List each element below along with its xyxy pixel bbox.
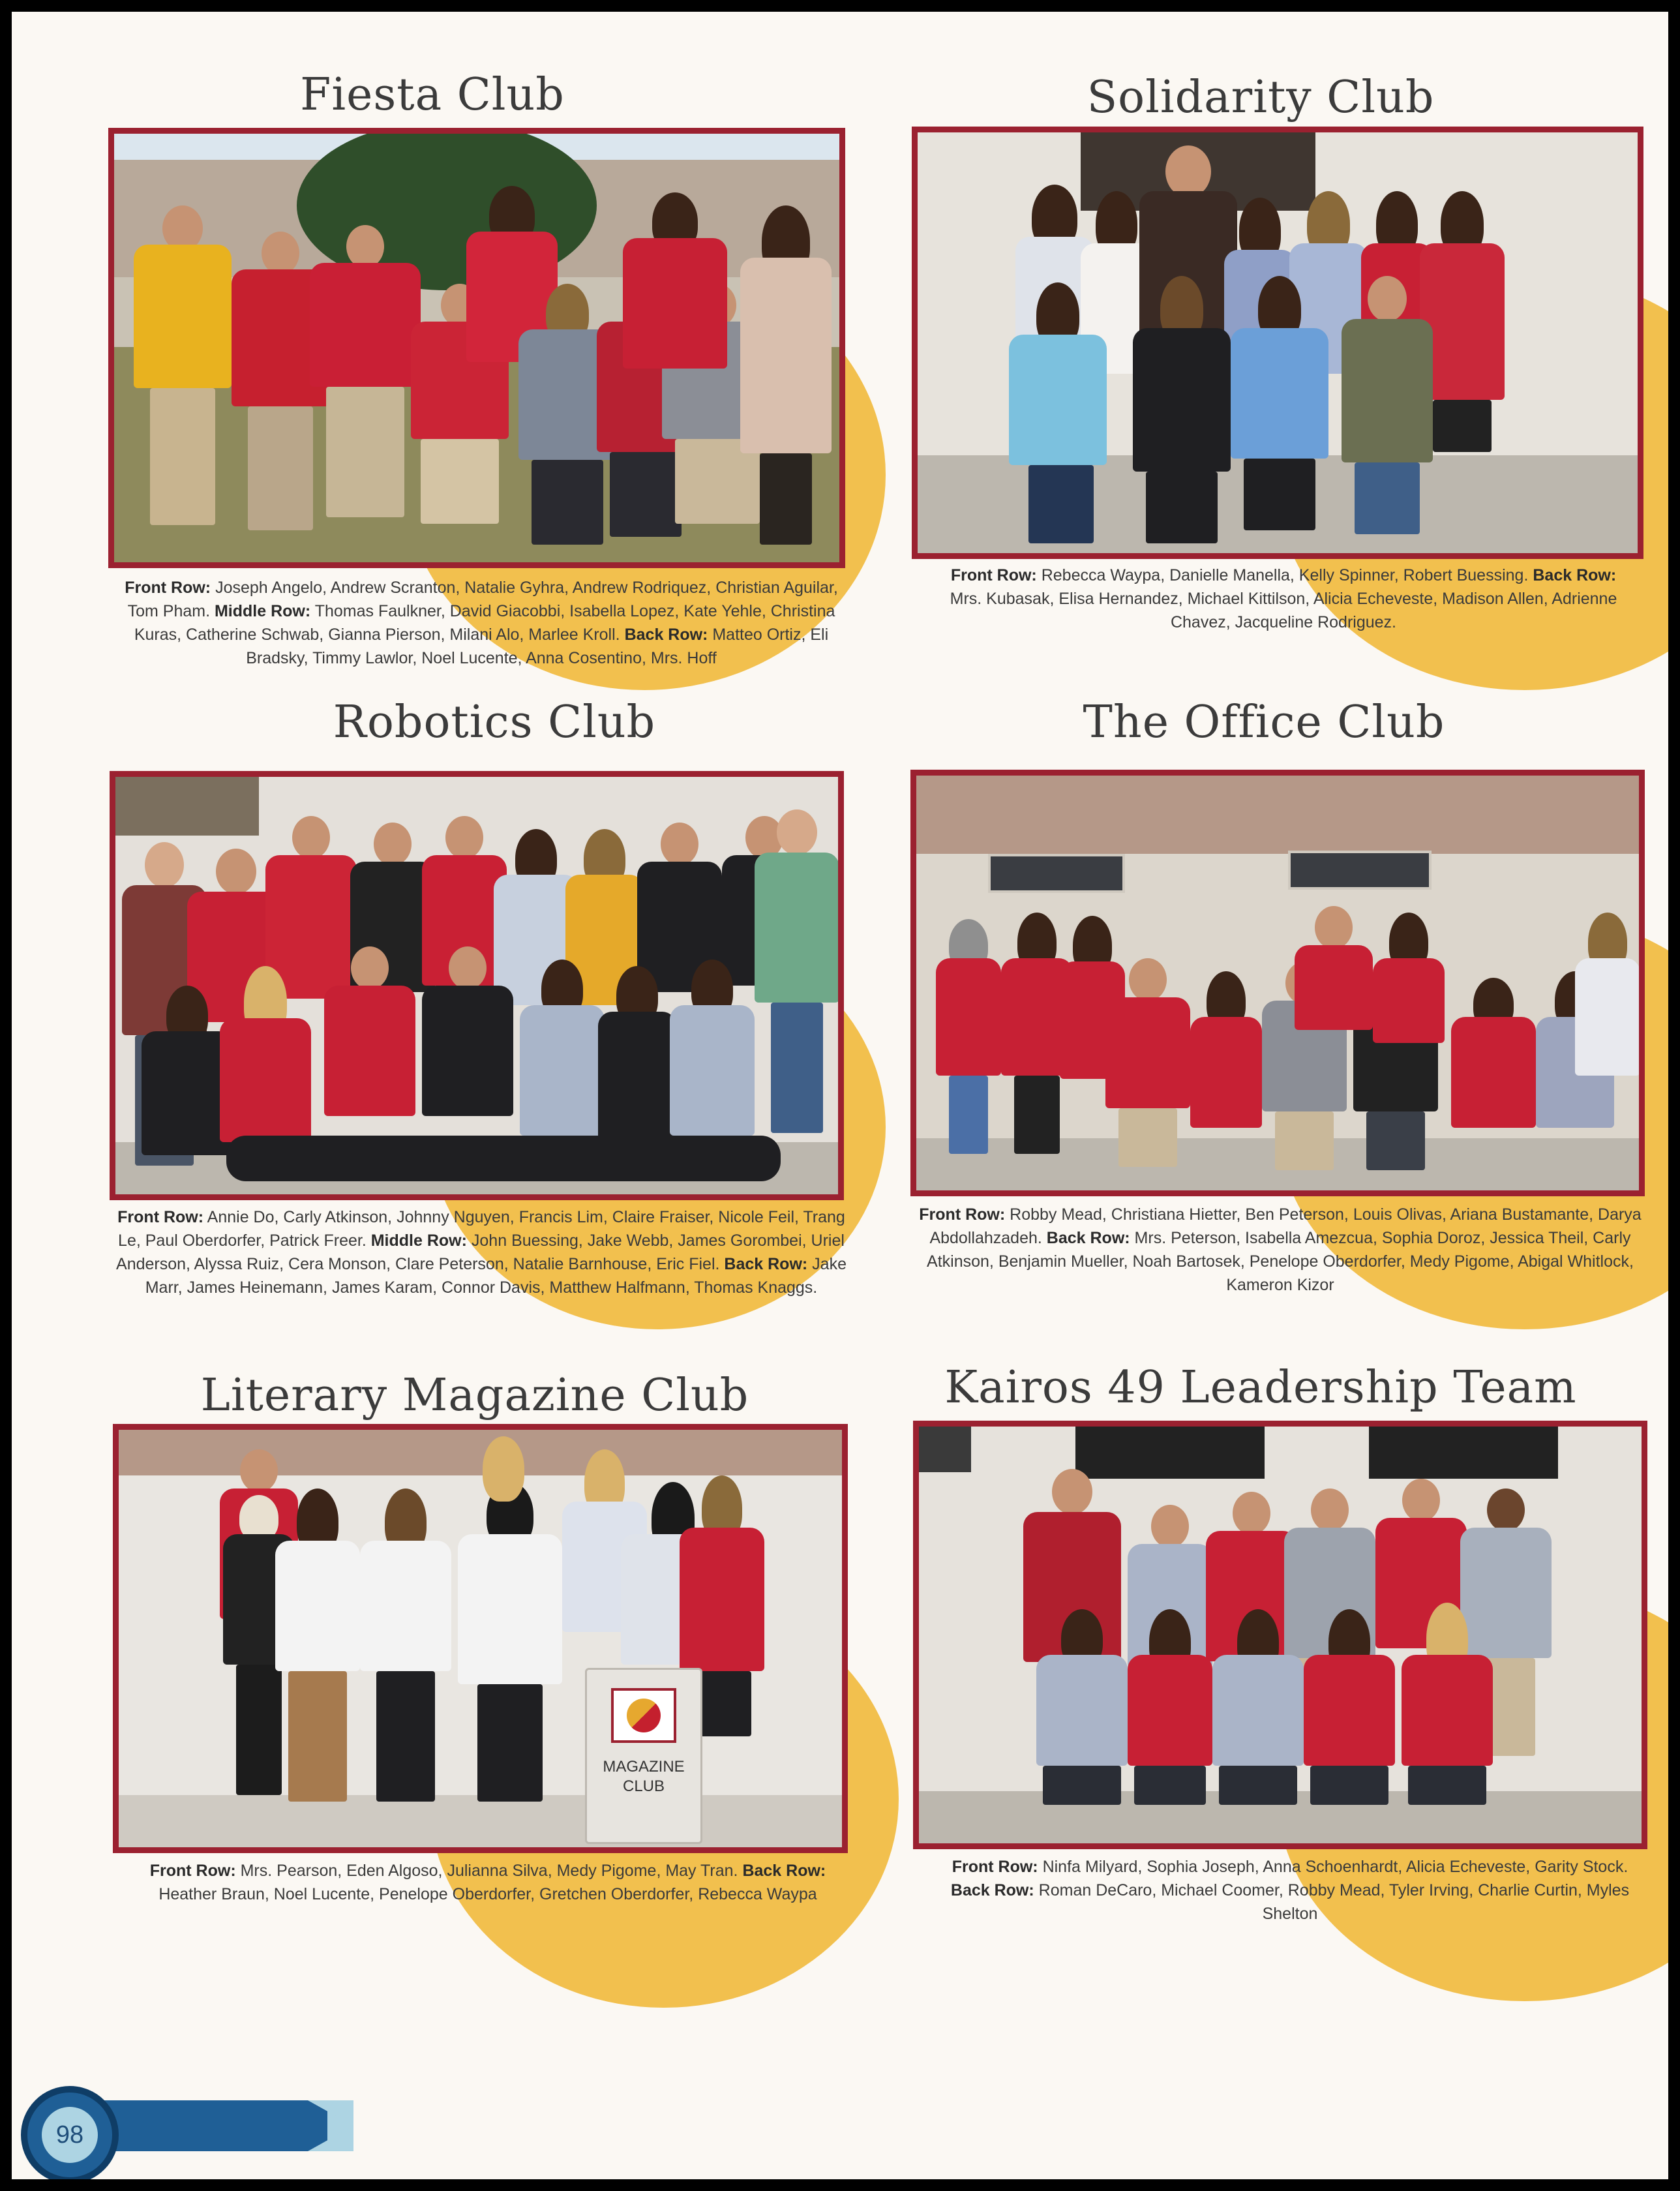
club-caption bbox=[116, 1205, 847, 1299]
club-logo bbox=[611, 1688, 676, 1743]
caption-row-names: Thomas Faulkner, David Giacobbi, Isabella Lopez, Kate Yehle, Christina Kuras, Catherine Schwab, Gianna Pierson, Milani Alo, Marlee Kroll. bbox=[134, 602, 835, 644]
group-of-students bbox=[918, 132, 1638, 553]
club-photo bbox=[910, 770, 1645, 1196]
club-caption bbox=[938, 1855, 1642, 1926]
caption-row-names: Mrs. Pearson, Eden Algoso, Julianna Silva, Medy Pigome, May Tran. bbox=[240, 1862, 738, 1880]
caption-row-label: Back Row: bbox=[950, 1881, 1034, 1899]
caption-row-names: Ninfa Milyard, Sophia Joseph, Anna Schoenhardt, Alicia Echeveste, Garity Stock. bbox=[1042, 1858, 1628, 1876]
caption-row-names: Heather Braun, Noel Lucente, Penelope Oberdorfer, Gretchen Oberdorfer, Rebecca Waypa bbox=[158, 1885, 817, 1903]
caption-row-names: Mrs. Kubasak, Elisa Hernandez, Michael Kittilson, Alicia Echeveste, Madison Allen, Adrienne Chavez, Jacqueline Rodriguez. bbox=[950, 590, 1617, 631]
club-photo bbox=[110, 771, 844, 1200]
yearbook-page bbox=[12, 12, 1668, 2179]
club-section-solidarity bbox=[860, 12, 1668, 690]
caption-row-names: Roman DeCaro, Michael Coomer, Robby Mead, Tyler Irving, Charlie Curtin, Myles Shelton bbox=[1038, 1881, 1630, 1923]
caption-row-names: Annie Do, Carly Atkinson, Johnny Nguyen, Francis Lim, Claire Fraiser, Nicole Feil, Trang Le, Paul Oberdorfer, Patrick Freer. bbox=[118, 1208, 845, 1250]
club-section-fiesta bbox=[12, 12, 860, 690]
caption-row-names: Rebecca Waypa, Danielle Manella, Kelly Spinner, Robert Buessing. bbox=[1041, 566, 1529, 584]
club-title: The Office Club bbox=[1083, 697, 1445, 748]
caption-row-names: Joseph Angelo, Andrew Scranton, Natalie Gyhra, Andrew Rodriquez, Christian Aguilar, Tom Pham. bbox=[127, 579, 838, 620]
group-of-students bbox=[919, 1427, 1642, 1843]
page-number-tab bbox=[21, 2086, 353, 2149]
caption-row-label: Back Row: bbox=[742, 1862, 826, 1880]
club-title: Solidarity Club bbox=[1087, 72, 1435, 123]
sign-line: MAGAZINE bbox=[603, 1758, 685, 1775]
caption-row-label: Back Row: bbox=[1046, 1229, 1130, 1247]
club-section-robotics bbox=[12, 690, 860, 1342]
caption-row-names: Mrs. Peterson, Isabella Amezcua, Sophia Doroz, Jessica Theil, Carly Atkinson, Benjamin Mueller, Noah Bartosek, Penelope Oberdorfer, Medy Pigome, Abigal Whitlock, Kameron Kizor bbox=[927, 1229, 1634, 1294]
club-photo bbox=[912, 127, 1643, 559]
club-title: Fiesta Club bbox=[300, 69, 565, 121]
caption-row-names: Robby Mead, Christiana Hietter, Ben Peterson, Louis Olivas, Ariana Bustamante, Darya Abdollahzadeh. bbox=[929, 1205, 1642, 1247]
caption-row-label: Middle Row: bbox=[370, 1231, 467, 1250]
club-section-literary-magazine bbox=[12, 1342, 860, 2034]
club-title: Literary Magazine Club bbox=[200, 1370, 749, 1421]
sign-line: CLUB bbox=[622, 1777, 665, 1795]
caption-row-label: Back Row: bbox=[1533, 566, 1617, 584]
caption-row-label: Front Row: bbox=[919, 1205, 1006, 1224]
page-number: 98 bbox=[42, 2107, 98, 2163]
group-of-students bbox=[114, 134, 839, 562]
caption-row-names: Matteo Ortiz, Eli Bradsky, Timmy Lawlor, Noel Lucente, Anna Cosentino, Mrs. Hoff bbox=[246, 626, 829, 667]
caption-row-label: Front Row: bbox=[952, 1858, 1038, 1876]
club-section-kairos bbox=[860, 1342, 1668, 2034]
caption-row-label: Front Row: bbox=[950, 566, 1037, 584]
caption-row-label: Front Row: bbox=[149, 1862, 236, 1880]
club-title: Robotics Club bbox=[333, 697, 656, 748]
caption-row-names: Jake Marr, James Heinemann, James Karam, Connor Davis, Matthew Halfmann, Thomas Knaggs. bbox=[145, 1255, 847, 1297]
club-photo bbox=[113, 1424, 848, 1853]
group-of-students bbox=[115, 777, 838, 1194]
group-of-students bbox=[916, 776, 1639, 1190]
caption-row-label: Front Row: bbox=[117, 1208, 204, 1226]
club-title: Kairos 49 Leadership Team bbox=[944, 1362, 1577, 1413]
group-of-students bbox=[119, 1430, 842, 1847]
club-caption bbox=[136, 1859, 840, 1906]
club-caption bbox=[123, 576, 840, 670]
caption-row-label: Front Row: bbox=[125, 579, 211, 597]
club-photo bbox=[913, 1421, 1647, 1849]
page-number-badge bbox=[21, 2086, 119, 2179]
club-photo bbox=[108, 128, 845, 568]
caption-row-label: Back Row: bbox=[624, 626, 708, 644]
club-caption bbox=[938, 564, 1629, 634]
magazine-club-sign bbox=[585, 1668, 702, 1844]
caption-row-names: John Buessing, Jake Webb, James Gorombei, Uriel Anderson, Alyssa Ruiz, Cera Monson, Clare Peterson, Natalie Barnhouse, Eric Fiel. bbox=[116, 1231, 845, 1273]
club-caption bbox=[912, 1203, 1649, 1297]
caption-row-label: Back Row: bbox=[724, 1255, 808, 1273]
caption-row-label: Middle Row: bbox=[214, 602, 311, 620]
club-section-office bbox=[860, 690, 1668, 1342]
ribbon-notch bbox=[308, 2100, 353, 2151]
